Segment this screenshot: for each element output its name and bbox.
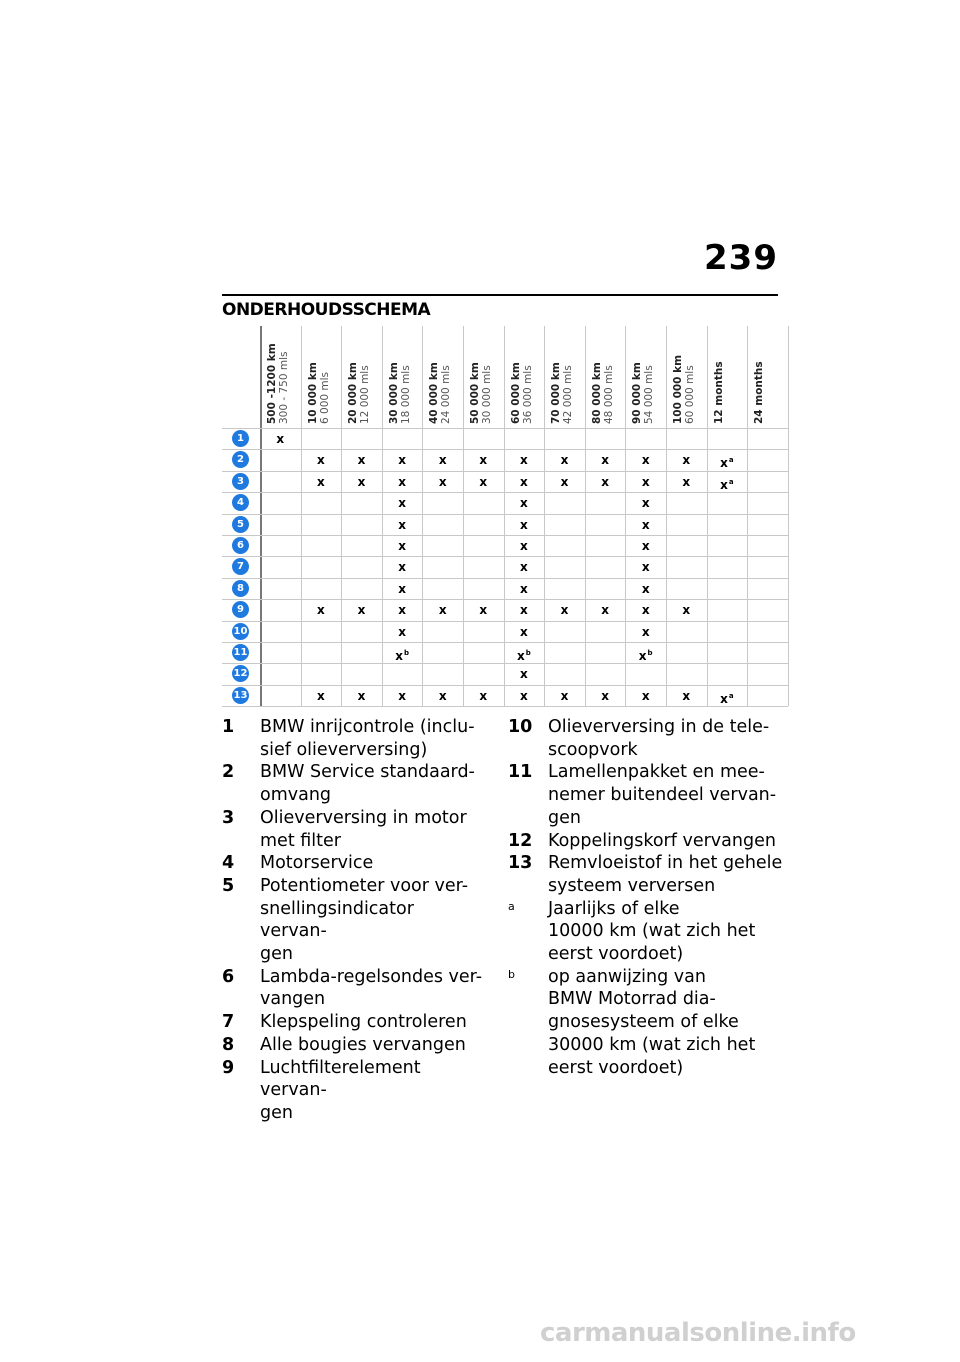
column-header bbox=[753, 361, 765, 424]
schedule-mark: x bbox=[317, 453, 325, 468]
legend-number: 6 bbox=[222, 966, 235, 987]
column-header-distance: 70 000 km bbox=[550, 362, 563, 424]
schedule-mark: x bbox=[398, 560, 406, 575]
grid-hline bbox=[222, 492, 788, 493]
schedule-mark: x bbox=[520, 581, 528, 596]
legend-text: eerst voordoet) bbox=[548, 1057, 684, 1078]
legend-line bbox=[222, 1057, 484, 1102]
header-rule bbox=[222, 294, 778, 296]
legend-number: b bbox=[508, 967, 515, 981]
grid-hline bbox=[222, 621, 788, 622]
legend-text: scoopvork bbox=[548, 739, 638, 760]
legend-number bbox=[222, 1102, 260, 1125]
legend-number: 10 bbox=[508, 717, 533, 737]
row-number-badge: 10 bbox=[232, 623, 249, 640]
schedule-mark: x bbox=[560, 474, 569, 489]
legend-line bbox=[508, 807, 783, 830]
schedule-mark: x bbox=[641, 496, 650, 511]
legend-number bbox=[508, 920, 548, 943]
schedule-mark: x bbox=[682, 688, 691, 703]
grid-hline bbox=[222, 663, 788, 664]
schedule-mark: x bbox=[641, 603, 650, 618]
column-header-distance: 40 000 km bbox=[428, 362, 441, 424]
footnote-marker: b bbox=[525, 649, 531, 657]
legend-line bbox=[222, 988, 484, 1011]
grid-hline bbox=[222, 599, 788, 600]
schedule-mark: x bbox=[641, 581, 650, 596]
legend-number: 5 bbox=[222, 875, 235, 896]
column-header bbox=[631, 362, 655, 424]
column-header bbox=[388, 362, 412, 424]
legend-line bbox=[222, 943, 484, 966]
schedule-mark: x bbox=[560, 688, 569, 703]
column-header-distance: 500 -1200 km bbox=[266, 343, 278, 424]
schedule-mark: x bbox=[438, 474, 447, 489]
schedule-mark: x bbox=[398, 581, 406, 596]
legend-number bbox=[222, 943, 260, 966]
grid-vline bbox=[666, 326, 667, 706]
footnote-marker: a bbox=[728, 456, 734, 465]
grid-vline bbox=[747, 326, 748, 706]
legend-line bbox=[222, 739, 484, 762]
legend-text: Jaarlijks of elke bbox=[548, 898, 680, 919]
row-number-badge: 7 bbox=[232, 558, 249, 575]
legend-line bbox=[508, 761, 783, 784]
grid-vline bbox=[382, 326, 383, 706]
schedule-mark: x bbox=[317, 603, 325, 618]
legend-number: 3 bbox=[222, 807, 235, 828]
legend-line bbox=[508, 1011, 783, 1034]
column-header-distance: 24 months bbox=[753, 361, 766, 424]
legend-text: eerst voordoet) bbox=[548, 944, 684, 965]
legend-line bbox=[222, 1102, 484, 1125]
legend-text: gen bbox=[260, 944, 293, 965]
grid-hline bbox=[222, 642, 788, 643]
grid-vline bbox=[544, 326, 545, 706]
legend-line bbox=[222, 807, 484, 830]
schedule-mark: x bbox=[317, 474, 325, 489]
legend-text: Motorservice bbox=[260, 853, 374, 874]
schedule-mark: $x^a$ bbox=[720, 456, 734, 471]
schedule-mark: x bbox=[398, 624, 406, 639]
schedule-mark: x bbox=[520, 453, 528, 468]
schedule-mark: x bbox=[520, 496, 528, 511]
legend-line bbox=[222, 898, 484, 943]
legend-text: Lambda-regelsondes ver- bbox=[260, 966, 483, 987]
footnote-marker: a bbox=[728, 691, 734, 700]
legend-number bbox=[508, 807, 548, 830]
legend-text: omvang bbox=[260, 785, 332, 806]
grid-vline bbox=[260, 326, 262, 706]
legend-number: 7 bbox=[222, 1012, 235, 1033]
column-header bbox=[550, 362, 574, 424]
legend-line bbox=[508, 943, 783, 966]
legend-text: Alle bougies vervangen bbox=[260, 1034, 466, 1055]
legend-line bbox=[508, 920, 783, 943]
legend-line bbox=[508, 784, 783, 807]
row-number-badge: 2 bbox=[232, 451, 249, 468]
legend-line bbox=[508, 988, 783, 1011]
column-header-miles: 24 000 mls bbox=[440, 365, 453, 424]
schedule-mark: x bbox=[357, 603, 366, 618]
legend-text: vangen bbox=[260, 989, 326, 1010]
legend-text: Olieverversing in de tele- bbox=[548, 717, 770, 737]
legend-number: 13 bbox=[508, 853, 533, 874]
schedule-mark: x bbox=[520, 624, 528, 639]
legend-number: 11 bbox=[508, 762, 533, 783]
legend-line bbox=[222, 784, 484, 807]
column-header-distance: 30 000 km bbox=[387, 362, 400, 424]
legend-text: gnosesysteem of elke bbox=[548, 1012, 739, 1033]
schedule-mark: x bbox=[641, 560, 650, 575]
schedule-mark: $x^a$ bbox=[720, 691, 734, 706]
schedule-mark: x bbox=[398, 517, 406, 532]
schedule-mark: x bbox=[357, 474, 366, 489]
legend-number bbox=[222, 988, 260, 1011]
row-number-badge: 6 bbox=[232, 537, 249, 554]
row-number-badge: 11 bbox=[232, 644, 249, 661]
grid-hline bbox=[222, 556, 788, 557]
schedule-mark: $x^b$ bbox=[517, 649, 531, 663]
legend-text: Lamellenpakket en mee- bbox=[548, 762, 765, 783]
schedule-mark: x bbox=[479, 453, 488, 468]
legend-number: a bbox=[508, 899, 515, 913]
legend-text: BMW inrijcontrole (inclu- bbox=[260, 717, 475, 737]
schedule-mark: x bbox=[398, 474, 406, 489]
grid-vline bbox=[301, 326, 302, 706]
row-number-badge: 9 bbox=[232, 601, 249, 618]
grid-vline bbox=[788, 326, 789, 706]
legend-number bbox=[508, 875, 548, 898]
legend-line bbox=[508, 966, 783, 989]
legend-text: 30000 km (wat zich het bbox=[548, 1034, 756, 1055]
schedule-mark: x bbox=[438, 688, 447, 703]
schedule-mark: x bbox=[601, 688, 609, 703]
schedule-mark: x bbox=[520, 688, 528, 703]
legend-text: gen bbox=[260, 1102, 293, 1123]
legend-line bbox=[508, 1034, 783, 1057]
grid-vline bbox=[585, 326, 586, 706]
grid-vline bbox=[341, 326, 342, 706]
schedule-mark: x bbox=[520, 474, 528, 489]
legend-line bbox=[508, 1057, 783, 1080]
legend-number bbox=[222, 830, 260, 853]
grid-vline bbox=[707, 326, 708, 706]
legend-number: 4 bbox=[222, 853, 235, 874]
column-header bbox=[591, 362, 615, 424]
schedule-mark: x bbox=[398, 453, 406, 468]
legend-text: nemer buitendeel vervan- bbox=[548, 785, 777, 806]
schedule-mark: x bbox=[641, 453, 650, 468]
legend-text: systeem verversen bbox=[548, 875, 716, 896]
schedule-mark: x bbox=[357, 453, 366, 468]
grid-hline bbox=[222, 449, 788, 450]
schedule-mark: x bbox=[641, 474, 650, 489]
schedule-mark: x bbox=[520, 560, 528, 575]
schedule-mark: x bbox=[479, 603, 488, 618]
grid-hline bbox=[222, 471, 788, 472]
column-header-distance: 90 000 km bbox=[631, 362, 644, 424]
schedule-mark: $x^b$ bbox=[395, 649, 409, 663]
legend-text: Olieverversing in motor bbox=[260, 807, 467, 828]
schedule-mark: x bbox=[682, 453, 691, 468]
schedule-mark: x bbox=[601, 474, 609, 489]
column-header-miles: 18 000 mls bbox=[399, 365, 412, 424]
legend-right-column bbox=[508, 716, 783, 1079]
column-header-distance: 50 000 km bbox=[469, 362, 481, 424]
schedule-mark: x bbox=[520, 539, 528, 553]
schedule-mark: x bbox=[641, 517, 650, 532]
schedule-mark: x bbox=[641, 624, 650, 639]
legend-line bbox=[222, 875, 484, 898]
legend-line bbox=[508, 739, 783, 762]
schedule-mark: $x^a$ bbox=[720, 477, 734, 492]
section-title: ONDERHOUDSSCHEMA bbox=[222, 300, 431, 320]
row-number-badge: 4 bbox=[232, 494, 249, 511]
schedule-mark: x bbox=[601, 603, 609, 618]
schedule-mark: x bbox=[641, 539, 650, 553]
column-header-miles: 30 000 mls bbox=[481, 365, 493, 424]
column-header-miles: 60 000 mls bbox=[684, 365, 696, 424]
schedule-mark: x bbox=[357, 688, 366, 703]
column-header-miles: 12 000 mls bbox=[359, 365, 372, 424]
column-header-distance: 80 000 km bbox=[590, 362, 603, 424]
legend-number bbox=[508, 988, 548, 1011]
schedule-mark: x bbox=[560, 603, 569, 618]
schedule-mark: x bbox=[276, 432, 285, 446]
column-header-distance: 20 000 km bbox=[347, 362, 360, 424]
grid-vline bbox=[625, 326, 626, 706]
schedule-mark: x bbox=[520, 667, 528, 682]
legend-line bbox=[222, 1011, 484, 1034]
row-number-badge: 5 bbox=[232, 516, 249, 533]
legend-number bbox=[222, 898, 260, 943]
schedule-mark: x bbox=[317, 688, 325, 703]
legend-left-column bbox=[222, 716, 484, 1125]
grid-vline bbox=[422, 326, 423, 706]
legend-line bbox=[508, 898, 783, 921]
grid-hline bbox=[222, 514, 788, 515]
legend-text: snellingsindicator vervan- bbox=[260, 898, 414, 942]
legend-line bbox=[508, 716, 783, 739]
legend-line bbox=[508, 830, 783, 853]
grid-hline bbox=[222, 706, 788, 707]
legend-line bbox=[222, 761, 484, 784]
column-header-distance: 10 000 km bbox=[306, 362, 319, 424]
schedule-mark: x bbox=[438, 453, 447, 468]
schedule-mark: x bbox=[479, 474, 488, 489]
row-number-badge: 1 bbox=[232, 430, 249, 447]
grid-hline bbox=[222, 428, 788, 429]
column-header bbox=[266, 343, 290, 424]
legend-number bbox=[508, 739, 548, 762]
schedule-mark: x bbox=[520, 517, 528, 532]
legend-number bbox=[508, 1011, 548, 1034]
legend-text: sief olieverversing) bbox=[260, 739, 428, 760]
legend-text: BMW Service standaard- bbox=[260, 762, 475, 783]
legend-number: 12 bbox=[508, 830, 533, 851]
legend-line bbox=[508, 852, 783, 875]
schedule-mark: x bbox=[601, 453, 609, 468]
legend-number: 1 bbox=[222, 717, 235, 737]
legend-number: 8 bbox=[222, 1034, 235, 1055]
schedule-mark: x bbox=[398, 603, 406, 618]
page-number: 239 bbox=[704, 238, 778, 278]
grid-hline bbox=[222, 535, 788, 536]
column-header bbox=[713, 361, 725, 424]
column-header bbox=[672, 355, 696, 424]
column-header-distance: 100 000 km bbox=[672, 354, 684, 424]
schedule-mark: x bbox=[641, 688, 650, 703]
column-header-distance: 12 months bbox=[712, 361, 725, 424]
row-number-badge: 3 bbox=[232, 473, 249, 490]
schedule-mark: x bbox=[682, 603, 691, 618]
legend-number: 2 bbox=[222, 762, 235, 783]
legend-line bbox=[222, 852, 484, 875]
legend-line bbox=[222, 1034, 484, 1057]
row-number-badge: 12 bbox=[232, 665, 249, 682]
maintenance-schedule-table bbox=[222, 326, 778, 710]
schedule-mark: $x^b$ bbox=[638, 649, 653, 663]
column-header-miles: 54 000 mls bbox=[643, 365, 656, 424]
column-header bbox=[428, 362, 452, 424]
legend-text: Klepspeling controleren bbox=[260, 1012, 467, 1033]
footnote-marker: a bbox=[728, 477, 734, 486]
column-header bbox=[307, 362, 331, 424]
legend-line bbox=[222, 966, 484, 989]
column-header bbox=[347, 362, 371, 424]
schedule-mark: x bbox=[398, 688, 406, 703]
watermark: carmanualsonline.info bbox=[540, 1318, 856, 1348]
legend-number bbox=[222, 784, 260, 807]
legend-text: gen bbox=[548, 807, 581, 828]
column-header-miles: 300 - 750 mls bbox=[278, 351, 290, 424]
column-header-miles: 48 000 mls bbox=[602, 365, 615, 424]
legend-line bbox=[222, 716, 484, 739]
column-header-miles: 6 000 mls bbox=[318, 371, 331, 424]
schedule-mark: x bbox=[398, 496, 406, 511]
grid-hline bbox=[222, 578, 788, 579]
legend-number bbox=[222, 739, 260, 762]
legend-text: Potentiometer voor ver- bbox=[260, 875, 469, 896]
row-number-badge: 13 bbox=[232, 687, 249, 704]
footnote-marker: b bbox=[647, 649, 653, 657]
column-header bbox=[510, 362, 534, 424]
row-number-badge: 8 bbox=[232, 580, 249, 597]
schedule-mark: x bbox=[398, 539, 406, 553]
legend-text: BMW Motorrad dia- bbox=[548, 989, 716, 1010]
schedule-mark: x bbox=[682, 474, 691, 489]
schedule-mark: x bbox=[479, 688, 488, 703]
legend-number: 9 bbox=[222, 1057, 235, 1078]
legend-text: Koppelingskorf vervangen bbox=[548, 830, 776, 851]
footnote-marker: b bbox=[403, 649, 409, 657]
column-header bbox=[469, 362, 493, 424]
grid-vline bbox=[504, 326, 505, 706]
legend-text: Remvloeistof in het gehele bbox=[548, 853, 783, 874]
column-header-miles: 42 000 mls bbox=[562, 365, 575, 424]
legend-number bbox=[508, 784, 548, 807]
column-header-distance: 60 000 km bbox=[509, 362, 522, 424]
legend-text: 10000 km (wat zich het bbox=[548, 921, 756, 942]
schedule-mark: x bbox=[520, 603, 528, 618]
legend-text: op aanwijzing van bbox=[548, 966, 706, 987]
schedule-mark: x bbox=[438, 603, 447, 618]
legend-text: met filter bbox=[260, 830, 341, 851]
legend-number bbox=[508, 943, 548, 966]
grid-hline bbox=[222, 685, 788, 686]
legend-number bbox=[508, 1057, 548, 1080]
column-header-miles: 36 000 mls bbox=[521, 365, 534, 424]
grid-vline bbox=[463, 326, 464, 706]
legend-number bbox=[508, 1034, 548, 1057]
legend-line bbox=[222, 830, 484, 853]
legend-line bbox=[508, 875, 783, 898]
legend-text: Luchtfilterelement vervan- bbox=[260, 1057, 421, 1101]
schedule-mark: x bbox=[560, 453, 569, 468]
